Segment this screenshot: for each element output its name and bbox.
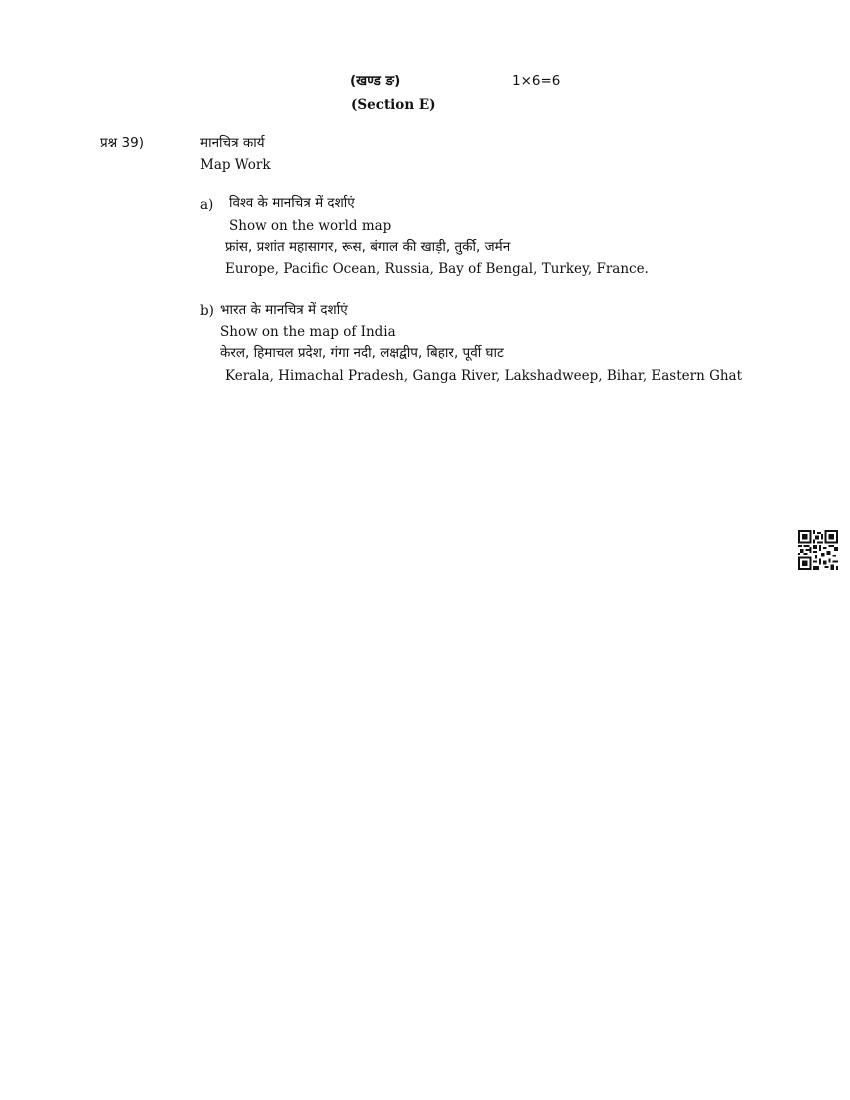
question-title-english: Map Work [200,157,271,173]
section-marks: 1×6=6 [512,73,561,89]
question-number: प्रश्न 39) [100,135,144,151]
qr-code [798,530,838,570]
section-hindi-title: (खण्ड ङ) [350,73,401,89]
part-a-items-hindi: फ्रांस, प्रशांत महासागर, रूस, बंगाल की खाड़ी, तुर्की, जर्मन [225,239,511,255]
part-b-prompt-hindi: भारत के मानचित्र में दर्शाएं [220,302,348,318]
part-b-items-english: Kerala, Himachal Pradesh, Ganga River, Lakshadweep, Bihar, Eastern Ghat [225,368,743,384]
section-english-title: (Section E) [351,97,436,113]
part-a-prompt-english: Show on the world map [229,218,392,234]
part-a-items-english: Europe, Pacific Ocean, Russia, Bay of Bengal, Turkey, France. [225,261,649,277]
part-a-prompt-hindi: विश्व के मानचित्र में दर्शाएं [229,195,355,211]
part-a-label: a) [200,197,214,213]
part-b-prompt-english: Show on the map of India [220,324,396,340]
part-b-items-hindi: केरल, हिमाचल प्रदेश, गंगा नदी, लक्षद्वीप, बिहार, पूर्वी घाट [220,345,504,361]
part-b-label: b) [200,303,214,319]
question-title-hindi: मानचित्र कार्य [200,135,265,151]
